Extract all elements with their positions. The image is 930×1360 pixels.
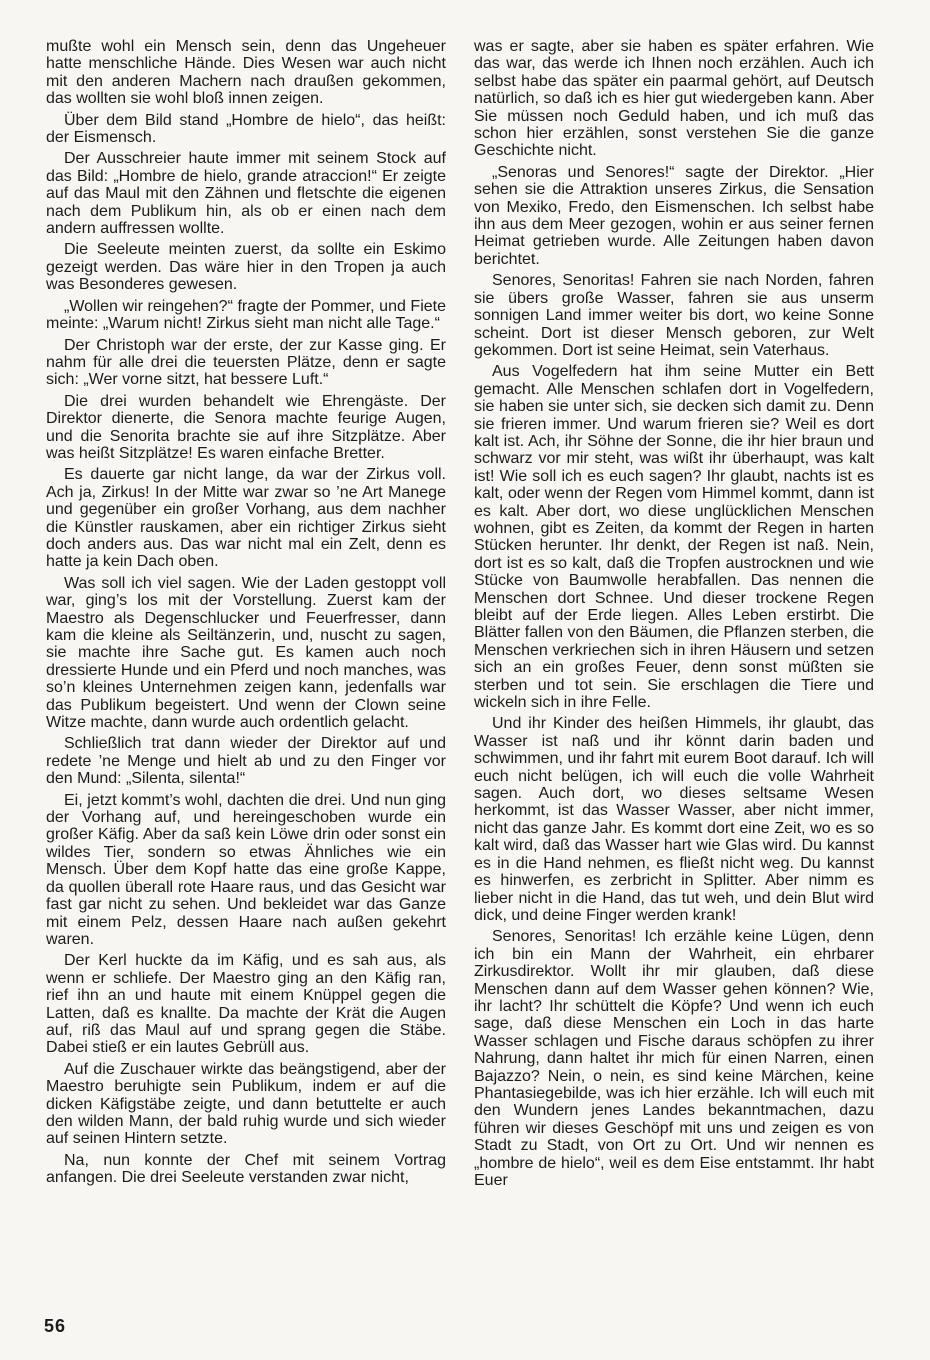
paragraph: Na, nun konnte der Chef mit seinem Vortrag anfangen. Die drei Seeleute verstanden zwar nicht,: [46, 1151, 446, 1187]
paragraph: Aus Vogelfedern hat ihm seine Mutter ein Bett gemacht. Alle Menschen schlafen dort in Vogelfedern, sie haben sie unter sich, sie decken sich damit zu. Denn sie frieren immer. Und warum frieren sie? Weil es dort kalt ist. Ach, ihr Söhne der Sonne, die ihr hier braun und schwarz vor mir steht, was wißt ihr überhaupt, was kalt ist! Wie soll ich es euch sagen? Ihr glaubt, nachts ist es kalt, oder wenn der Regen vom Himmel kommt, dann ist es kalt. Aber dort, wo diese unglücklichen Menschen wohnen, gibt es Zeiten, da kommt der Regen in harten Stücken herunter. Ihr denkt, der Regen ist naß. Nein, dort ist es so kalt, daß die Tropfen austrocknen und wie Stücke von Baumwolle herabfallen. Das nennen die Menschen dort Schnee. Und dieser trockene Regen bleibt auf der Erde liegen. Alles Leben erstirbt. Die Blätter fallen von den Bäumen, die Pflanzen sterben, die Menschen verkriechen sich in ihren Häusern und setzen sich an ein großes Feuer, denn sonst müßten sie sterben und tot sein. Sie erschlagen die Tiere und wickeln sich in ihre Felle.: [474, 363, 874, 712]
paragraph: Schließlich trat dann wieder der Direktor auf und redete ’ne Menge und hielt ab und zu den Finger vor den Mund: „Silenta, silenta!“: [46, 735, 446, 788]
paragraph: was er sagte, aber sie haben es später erfahren. Wie das war, das werde ich Ihnen noch erzählen. Auch ich selbst habe das später ein paarmal gehört, auf Deutsch natürlich, so daß ich es hier gut wiedergeben kann. Aber Sie müssen noch Geduld haben, und ich muß das schon hier erzählen, sonst verstehen Sie die ganze Geschichte nicht.: [474, 38, 874, 160]
paragraph: Es dauerte gar nicht lange, da war der Zirkus voll. Ach ja, Zirkus! In der Mitte war zwar so ’ne Art Manege und gegenüber ein großer Vorhang, aus dem nachher die Künstler rauskamen, aber ein richtiger Zirkus sieht doch anders aus. Das war nicht mal ein Zelt, denn es hatte ja kein Dach oben.: [46, 466, 446, 571]
paragraph: Die Seeleute meinten zuerst, da sollte ein Eskimo gezeigt werden. Das wäre hier in den Tropen ja auch was Besonderes gewesen.: [46, 241, 446, 294]
paragraph: „Wollen wir reingehen?“ fragte der Pommer, und Fiete meinte: „Warum nicht! Zirkus sieht man nicht alle Tage.“: [46, 297, 446, 333]
paragraph: Was soll ich viel sagen. Wie der Laden gestoppt voll war, ging’s los mit der Vorstellung. Zuerst kam der Maestro als Degenschlucker und Feuerfresser, dann kam die kleine als Seiltänzerin, und, nuscht zu sagen, sie machte ihre Sache gut. Es kamen auch noch dressierte Hunde und ein Pferd und noch manches, was so’n kleines Unternehmen zeigen kann, jedenfalls war das Publikum begeistert. Und wenn der Clown seine Witze machte, dann wurde auch ordentlich gelacht.: [46, 574, 446, 732]
paragraph: Auf die Zuschauer wirkte das beängstigend, aber der Maestro beruhigte sein Publikum, indem er auf die dicken Käfigstäbe zeigte, und dann betuttelte er auch den wilden Mann, der bald ruhig wurde und sich wieder auf seinen Hintern setzte.: [46, 1060, 446, 1148]
paragraph: Senores, Senoritas! Ich erzähle keine Lügen, denn ich bin ein Mann der Wahrheit, ein ehrbarer Zirkusdirektor. Wollt ihr mir glauben, daß diese Menschen dann auf dem Wasser gehen können? Wie, ihr lacht? Ihr schüttelt die Köpfe? Und wenn ich euch sage, daß diese Menschen ein Loch in das harte Wasser schlagen und Fische daraus schöpfen zu ihrer Nahrung, dann haltet ihr mich für einen Narren, einen Bajazzo? Nein, o nein, es sind keine Märchen, keine Phantasiegebilde, was ich hier erzähle. Ich will euch mit den Wundern jenes Landes bekanntmachen, dazu führen wir dieses Geschöpf mit uns und zeigen es von Stadt zu Stadt, von Ort zu Ort. Und wir nennen es „hombre de hielo“, weil es dem Eise entstammt. Ihr habt Euer: [474, 928, 874, 1189]
paragraph: Die drei wurden behandelt wie Ehrengäste. Der Direktor dienerte, die Senora machte feurige Augen, und die Senorita brachte sie auf ihre Sitzplätze. Aber was heißt Sitzplätze! Es waren einfache Bretter.: [46, 392, 446, 462]
paragraph: mußte wohl ein Mensch sein, denn das Ungeheuer hatte menschliche Hände. Dies Wesen war auch nicht mit den anderen Machern nach draußen gekommen, das wollten sie wohl bloß innen zeigen.: [46, 38, 446, 108]
paragraph: Über dem Bild stand „Hombre de hielo“, das heißt: der Eismensch.: [46, 111, 446, 147]
left-text-column: [46, 38, 446, 1191]
paragraph: Ei, jetzt kommt’s wohl, dachten die drei. Und nun ging der Vorhang auf, und hereingeschoben wurde ein großer Käfig. Aber da saß kein Löwe drin oder sonst ein wildes Tier, sondern so etwas Ähnliches wie ein Mensch. Über dem Kopf hatte das eine große Kappe, da quollen überall rote Haare raus, und das Gesicht war fast gar nicht zu sehen. Und bekleidet war das Ganze mit einem Pelz, dessen Haare nach außen gekehrt waren.: [46, 791, 446, 948]
paragraph: Der Kerl huckte da im Käfig, und es sah aus, als wenn er schliefe. Der Maestro ging an den Käfig ran, rief ihn an und haute mit einem Knüppel gegen die Latten, daß es knallte. Da machte der Krät die Augen auf, riß das Maul auf und sprang gegen die Stäbe. Dabei stieß er ein lautes Gebrüll aus.: [46, 952, 446, 1057]
paragraph: Der Ausschreier haute immer mit seinem Stock auf das Bild: „Hombre de hielo, grande atraccion!“ Er zeigte auf das Maul mit den Zähnen und fletschte die eigenen nach dem Publikum hin, als ob er einen nach dem andern auffressen wollte.: [46, 150, 446, 238]
paragraph: Und ihr Kinder des heißen Himmels, ihr glaubt, das Wasser ist naß und ihr könnt darin baden und schwimmen, und ihr fahrt mit eurem Boot darauf. Ich will euch nicht belügen, ich will euch die volle Wahrheit sagen. Auch dort, wo dieses seltsame Wesen herkommt, ist das Wasser Wasser, aber nicht immer, nicht das ganze Jahr. Es kommt dort eine Zeit, wo es so kalt wird, daß das Wasser hart wie Glas wird. Du kannst es in die Hand nehmen, es fließt nicht weg. Du kannst es hinwerfen, es zerbricht in Splitter. Aber nimm es lieber nicht in die Hand, das tut weh, und dein Blut wird dick, und deine Finger werden krank!: [474, 715, 874, 924]
paragraph: Der Christoph war der erste, der zur Kasse ging. Er nahm für alle drei die teuersten Plätze, denn er sagte sich: „Wer vorne sitzt, hat bessere Luft.“: [46, 336, 446, 389]
right-text-column: [474, 38, 874, 1193]
page-number: 56: [44, 1316, 67, 1336]
paragraph: „Senoras und Senores!“ sagte der Direktor. „Hier sehen sie die Attraktion unseres Zirkus, die Sensation von Mexiko, Fredo, den Eismenschen. Ich selbst habe ihn aus dem Meer gezogen, wohin er aus seiner fernen Heimat getrieben wurde. Alle Zeitungen haben davon berichtet.: [474, 163, 874, 268]
paragraph: Senores, Senoritas! Fahren sie nach Norden, fahren sie übers große Wasser, fahren sie aus unserm sonnigen Land immer weiter bis dort, wo keine Sonne scheint. Dort ist dieser Mensch geboren, zur Welt gekommen. Dort ist seine Heimat, sein Vaterhaus.: [474, 272, 874, 359]
